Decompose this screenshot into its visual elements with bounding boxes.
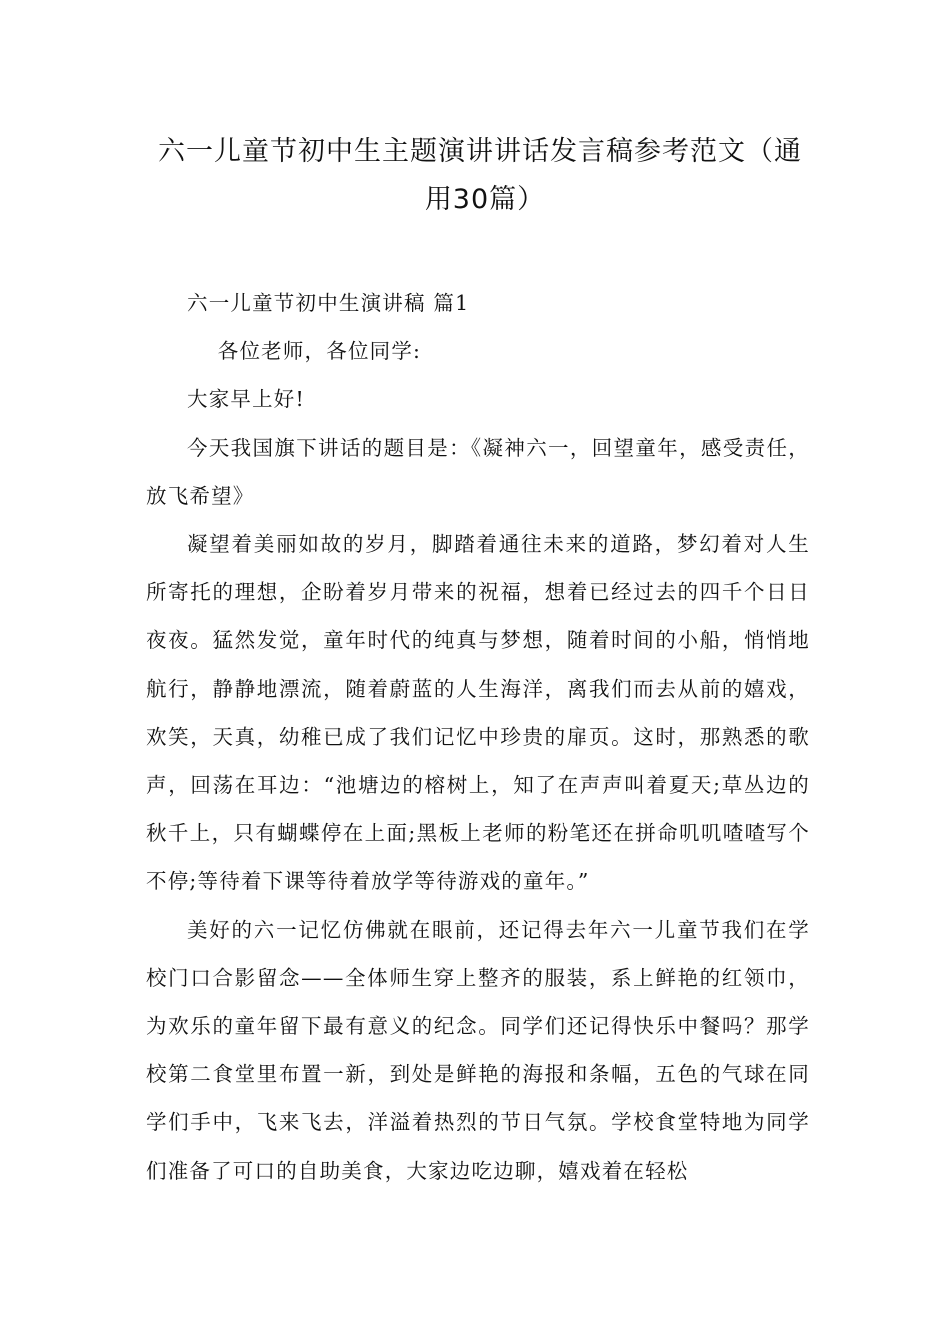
- salutation: 各位老师，各位同学:: [217, 339, 422, 364]
- title-line-1: 六一儿童节初中生主题演讲讲话发言稿参考范文（通: [158, 136, 802, 167]
- paragraph: 美好的六一记忆仿佛就在眼前，还记得去年六一儿童节我们在学校门口合影留念——全体师生穿上整齐的服装，系上鲜艳的红领巾，为欢乐的童年留下最有意义的纪念。同学们还记得快乐中餐吗？那学校第二食堂里布置一新，到处是鲜艳的海报和条幅，五色的气球在同学们手中，飞来飞去，洋溢着热烈的节日气氛。学校食堂特地为同学们准备了可口的自助美食，大家边吃边聊，嬉戏着在轻松: [146, 917, 810, 1183]
- section-heading: 六一儿童节初中生演讲稿 篇1: [187, 291, 470, 315]
- paragraph: 凝望着美丽如故的岁月，脚踏着通往未来的道路，梦幻着对人生所寄托的理想，企盼着岁月带来的祝福，想着已经过去的四千个日日夜夜。猛然发觉，童年时代的纯真与梦想，随着时间的小船，悄悄地航行，静静地漂流，随着蔚蓝的人生海洋，离我们而去从前的嬉戏，欢笑，天真，幼稚已成了我们记忆中珍贵的扉页。这时，那熟悉的歌声，回荡在耳边：“池塘边的榕树上，知了在声声叫着夏天;草丛边的秋千上，只有蝴蝶停在上面;黑板上老师的粉笔还在拼命叽叽喳喳写个不停;等待着下课等待着放学等待游戏的童年。”: [146, 532, 810, 894]
- title-line-2: 用30篇）: [424, 184, 546, 215]
- document-title: [150, 128, 810, 224]
- document-body: [146, 279, 810, 1195]
- greeting: 大家早上好!: [187, 387, 305, 412]
- paragraph: 今天我国旗下讲话的题目是：《凝神六一，回望童年，感受责任，放飞希望》: [146, 435, 810, 508]
